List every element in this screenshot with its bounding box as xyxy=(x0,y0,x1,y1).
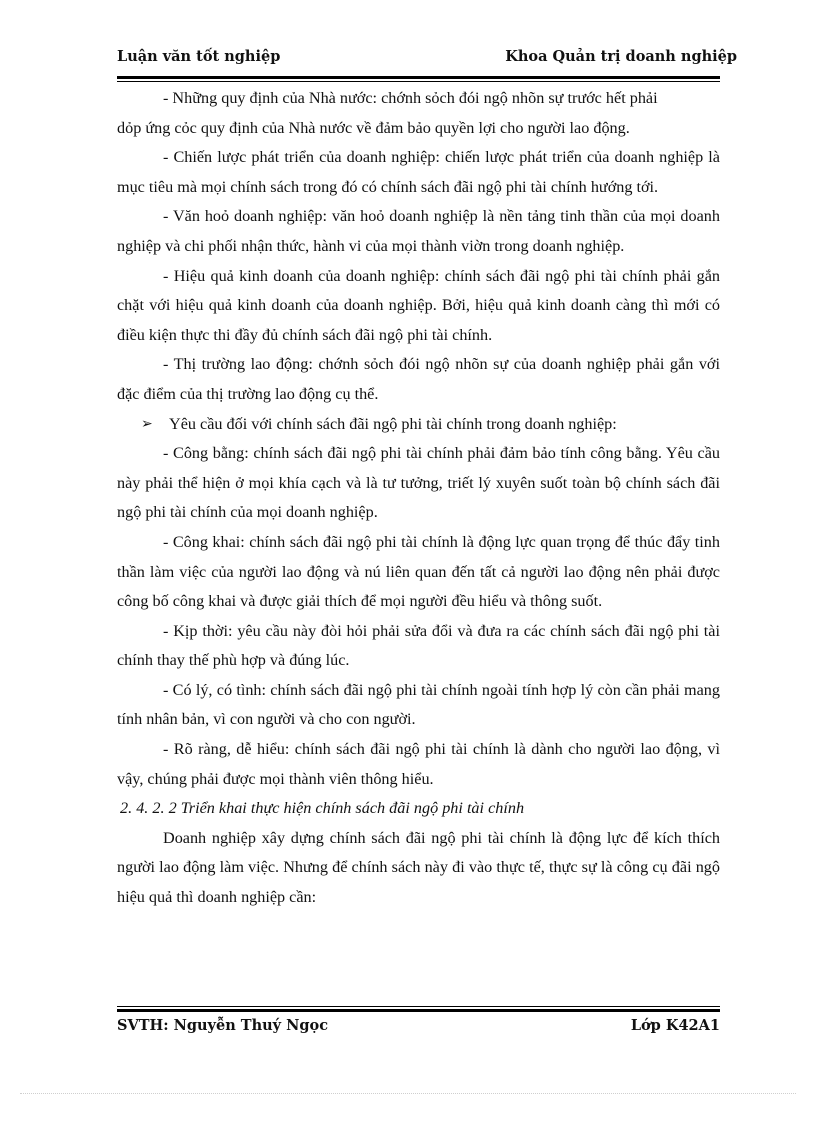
paragraph-business-efficiency: - Hiệu quả kinh doanh của doanh nghiệp: chính sách đãi ngộ phi tài chính phải gắn chặt với hiệu quả kinh doanh của doanh nghiệp. Bởi, hiệu quả kinh doanh càng thì mới có điều kiện thực thi đầy đủ chính sách đãi ngộ phi tài chính. xyxy=(117,266,720,344)
page-bottom-edge xyxy=(20,1093,796,1094)
footer-rule-thin xyxy=(117,1006,720,1007)
paragraph-state-regulations-line1: - Những quy định của Nhà nước: chớnh sỏch đói ngộ nhõn sự trước hết phải xyxy=(163,89,658,107)
paragraph-development-strategy: - Chiến lược phát triển của doanh nghiệp: chiến lược phát triển của doanh nghiệp là mục tiêu mà mọi chính sách trong đó có chính sách đãi ngộ phi tài chính hướng tới. xyxy=(117,148,720,196)
header-faculty-label: Khoa Quản trị doanh nghiệp xyxy=(505,48,737,65)
requirement-clarity: - Rõ ràng, dễ hiểu: chính sách đãi ngộ phi tài chính là dành cho người lao động, vì vậy, chúng phải được mọi thành viên thông hiểu. xyxy=(117,740,720,788)
header-thesis-label: Luận văn tốt nghiệp xyxy=(117,48,281,65)
footer-rule-thick xyxy=(117,1009,720,1012)
paragraph-implementation: Doanh nghiệp xây dựng chính sách đãi ngộ phi tài chính là động lực để kích thích người lao động làm việc. Nhưng để chính sách này đi vào thực tế, thực sự là công cụ đãi ngộ hiệu quả thì doanh nghiệp cần: xyxy=(117,828,720,907)
requirements-heading-text: Yêu cầu đối với chính sách đãi ngộ phi tài chính trong doanh nghiệp: xyxy=(169,414,617,433)
paragraph-state-regulations-line2: dỏp ứng cỏc quy định của Nhà nước về đảm bảo quyền lợi cho người lao động. xyxy=(117,118,630,137)
requirement-timeliness: - Kịp thời: yêu cầu này đòi hỏi phải sửa đổi và đưa ra các chính sách đãi ngộ phi tài chính thay thế phù hợp và đúng lúc. xyxy=(117,621,720,670)
requirements-heading xyxy=(117,410,720,440)
header-rule-thin xyxy=(117,81,720,82)
paragraph-corporate-culture: - Văn hoỏ doanh nghiệp: văn hoỏ doanh nghiệp là nền tảng tinh thần của mọi doanh nghiệp và chi phối nhận thức, hành vi của mọi thành viờn trong doanh nghiệp. xyxy=(117,207,720,255)
body-text xyxy=(117,84,720,913)
running-footer xyxy=(117,1017,720,1041)
section-subheading: 2. 4. 2. 2 Triển khai thực hiện chính sách đãi ngộ phi tài chính xyxy=(120,799,525,818)
paragraph-labor-market: - Thị trường lao động: chớnh sỏch đói ngộ nhõn sự của doanh nghiệp phải gắn với đặc điểm của thị trường lao động cụ thể. xyxy=(117,355,720,403)
running-header xyxy=(117,48,737,72)
requirement-transparency: - Công khai: chính sách đãi ngộ phi tài chính là động lực quan trọng để thúc đẩy tinh thần làm việc của người lao động và nú liên quan đến tất cả người lao động nên phải được công bố công khai và được giải thích để mọi người đều hiểu và thông suốt. xyxy=(117,532,720,611)
footer-class-code: Lớp K42A1 xyxy=(630,1017,720,1034)
requirement-reasonableness: - Có lý, có tình: chính sách đãi ngộ phi tài chính ngoài tính hợp lý còn cần phải mang tính nhân bản, vì con người và cho con người. xyxy=(117,680,720,729)
requirement-fairness: - Công bằng: chính sách đãi ngộ phi tài chính phải đảm bảo tính công bằng. Yêu cầu này phải thể hiện ở mọi khía cạch và là tư tưởng, triết lý xuyên suốt toàn bộ chính sách đãi ngộ phi tài chính của mọi doanh nghiệp. xyxy=(117,444,720,522)
header-rule-thick xyxy=(117,76,720,79)
arrow-bullet-icon: ➢ xyxy=(141,415,153,432)
footer-student-name: SVTH: Nguyễn Thuý Ngọc xyxy=(117,1017,329,1034)
